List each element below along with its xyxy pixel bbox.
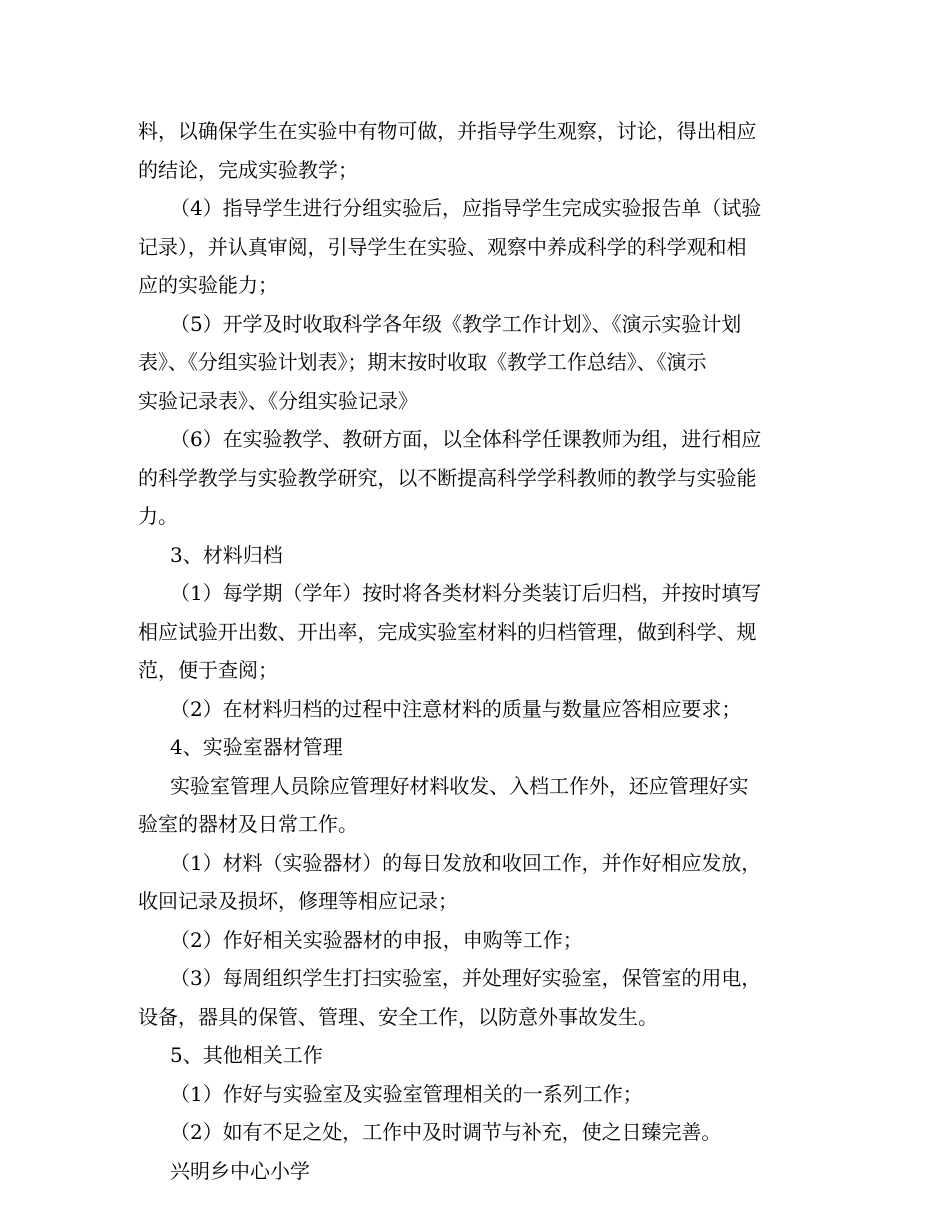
text-line: 相应试验开出数、开出率，完成实验室材料的归档管理，做到科学、规 <box>138 619 757 644</box>
text-line: （1）作好与实验室及实验室管理相关的一系列工作； <box>170 1081 643 1106</box>
text-line: 实验记录表》、《分组实验记录》 <box>138 388 418 413</box>
text-line: 表》、《分组实验计划表》；期末按时收取《教学工作总结》、《演示 <box>138 350 707 374</box>
text-line: 验室的器材及日常工作。 <box>138 812 358 836</box>
text-line: 收回记录及损坏，修理等相应记录； <box>138 889 458 913</box>
text-line: 5、其他相关工作 <box>170 1043 323 1067</box>
text-line: （1）每学期（学年）按时将各类材料分类装订后归档，并按时填写 <box>170 581 762 605</box>
text-line: 应的实验能力； <box>138 273 278 297</box>
text-line: 料，以确保学生在实验中有物可做，并指导学生观察，讨论，得出相应 <box>138 119 757 143</box>
text-line: （3）每周组织学生打扫实验室，并处理好实验室，保管室的用电， <box>170 966 762 990</box>
text-line: 的结论，完成实验教学； <box>138 157 358 182</box>
text-line: 3、材料归档 <box>170 542 283 567</box>
text-line: （4）指导学生进行分组实验后，应指导学生完成实验报告单（试验 <box>170 196 762 220</box>
text-line: 范，便于查阅； <box>138 658 278 682</box>
text-line: 的科学教学与实验教学研究，以不断提高科学学科教师的教学与实验能 <box>138 465 757 490</box>
text-line: （2）如有不足之处，工作中及时调节与补充，使之日臻完善。 <box>170 1120 722 1144</box>
text-line: 实验室管理人员除应管理好材料收发、入档工作外，还应管理好实 <box>170 773 749 798</box>
text-line: （2）在材料归档的过程中注意材料的质量与数量应答相应要求； <box>170 696 742 721</box>
text-line: 力。 <box>138 504 178 528</box>
text-line: 兴明乡中心小学 <box>170 1158 310 1183</box>
text-line: （1）材料（实验器材）的每日发放和收回工作，并作好相应发放， <box>170 850 762 875</box>
text-line: 设备，器具的保管、管理、安全工作，以防意外事故发生。 <box>138 1004 658 1029</box>
document-page <box>138 112 818 1190</box>
text-line: （5）开学及时收取科学各年级《教学工作计划》、《演示实验计划 <box>170 311 742 336</box>
text-line: （2）作好相关实验器材的申报，申购等工作； <box>170 927 583 952</box>
text-line: 记录），并认真审阅，引导学生在实验、观察中养成科学的科学观和相 <box>138 234 747 259</box>
text-line: （6）在实验教学、教研方面，以全体科学任课教师为组，进行相应 <box>170 427 762 451</box>
text-line: 4、实验室器材管理 <box>170 735 343 759</box>
